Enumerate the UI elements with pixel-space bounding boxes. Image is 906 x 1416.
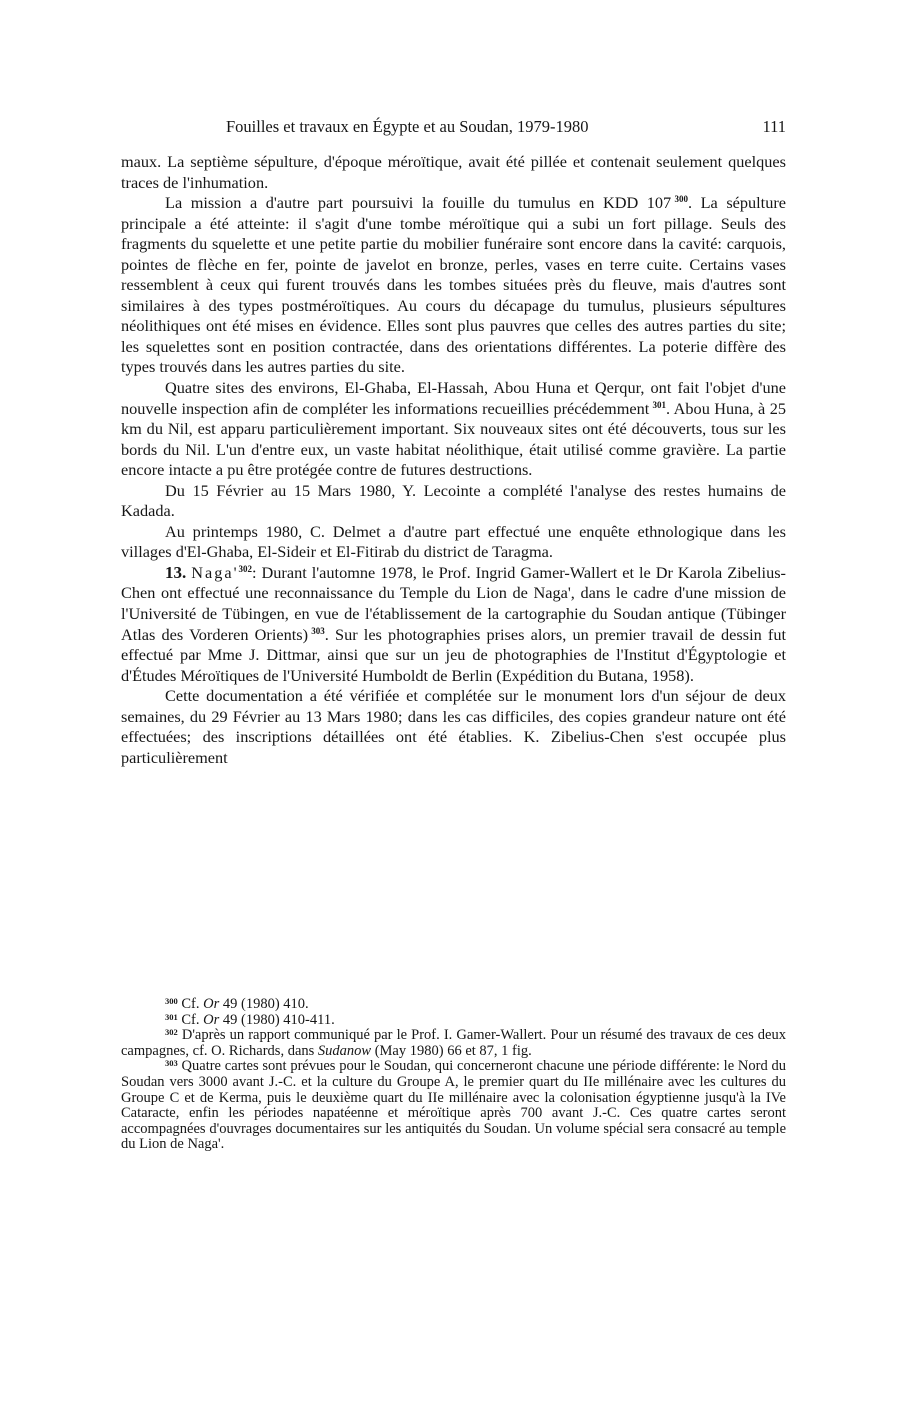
text-run: 49 (1980) 410. (219, 996, 309, 1012)
text-run: 49 (1980) 410-411. (219, 1011, 335, 1028)
text-run: . La sépulture principale a été atteinte: il s'agit d'une tombe méroïtique qui a subi un fort pillage. Seuls des fragments du squelette et une petite partie du mobilier funéraire sont encore dans la cavité: carquois, pointes de flèche en fer, pointe de javelot en bronze, perles, vases en terre cuite. Certains vases ressemblent à ceux qui furent trouvés dans les tombes situées près du fleuve, mais d'autres sont similaires à des types postméroïtiques. Au cours du décapage du tumulus, plusieurs sépultures néolithiques ont été mises en évidence. Elles sont plus pauvres que celles des autres parties du site; les squelettes sont en position contractée, dans des orientations différentes. La poterie diffère des types trouvés dans les autres parties du site. (121, 193, 786, 377)
footnote-number: 302 (165, 1027, 178, 1038)
text-run: Cf. (181, 1011, 204, 1028)
text-run: Du 15 Février au 15 Mars 1980, Y. Lecointe a complété l'analyse des restes humains de Kadada. (121, 480, 786, 521)
text-run: . Abou Huna, à 25 km du Nil, est apparu particulièrement important. Six nouveaux sites ont été découverts, tous sur les bords du Nil. L'un d'entre eux, un vaste habitat néolithique, était utilisé comme gravière. La partie encore intacte a pu être protégée contre de futures destructions. (121, 398, 786, 480)
paragraph (121, 686, 786, 768)
footnote (121, 1028, 786, 1059)
footnotes (121, 997, 786, 1153)
footnote-number: 301 (165, 1011, 178, 1022)
text-run: Cf. (181, 996, 204, 1012)
paragraph (121, 152, 786, 193)
body-text (121, 152, 786, 768)
paragraph (121, 563, 786, 686)
journal-abbrev: Or (203, 1011, 220, 1028)
footnote-ref[interactable]: 301 (652, 399, 667, 410)
text-run: (May 1980) 66 et 87, 1 fig. (371, 1042, 532, 1059)
paragraph (121, 193, 786, 378)
text-run: maux. La septième sépulture, d'époque méroïtique, avait été pillée et contenait seulement quelques traces de l'inhumation. (121, 152, 786, 192)
text-run: D'après un rapport communiqué par le Prof. I. Gamer-Wallert. Pour un résumé des travaux de ces deux campagnes, cf. O. Richards, dans (121, 1027, 786, 1059)
paragraph (121, 378, 786, 481)
footnote-ref[interactable]: 303 (311, 625, 325, 636)
journal-abbrev: Or (203, 996, 220, 1012)
text-run: La mission a d'autre part poursuivi la fouille du tumulus en KDD 107 (165, 193, 672, 213)
text-run: : Durant l'automne 1978, le Prof. Ingrid Gamer-Wallert et le Dr Karola Zibelius-Chen ont effectué une reconnaissance du Temple du Lion de Naga', dans le cadre d'une mission de l'Université de Tübingen, en vue de l'établissement de la cartographie du Soudan antique (Tübinger Atlas des Vorderen Orients) (121, 562, 786, 644)
footnote-number: 303 (165, 1058, 178, 1069)
text-run: Quatre sites des environs, El-Ghaba, El-Hassah, Abou Huna et Qerqur, ont fait l'objet d'une nouvelle inspection afin de compléter les informations recueillies précédemment (121, 378, 786, 418)
footnote-ref[interactable]: 302 (238, 563, 253, 574)
footnote (121, 1059, 786, 1153)
page-number: 111 (762, 117, 786, 136)
footnote-ref[interactable]: 300 (674, 194, 688, 205)
text-run: Quatre cartes sont prévues pour le Soudan, qui concerneront chacune une période différente: le Nord du Soudan vers 3000 avant J.-C. et la culture du Groupe A, le premier quart du IIe millénaire avec les cultures du Groupe C et de Kerma, puis le deuxième quart du IIe millénaire avec la colonisation égyptienne jusqu'à la IVe Cataracte, enfin les périodes napatéenne et méroïtique après 700 avant J.-C. Ces quatre cartes seront accompagnées d'ouvrages documentaires sur les antiquités du Soudan. Un volume spécial sera consacré au temple du Lion de Naga'. (121, 1058, 787, 1153)
footnote (121, 1013, 786, 1029)
journal-title: Sudanow (317, 1042, 372, 1059)
header-title: Fouilles et travaux en Égypte et au Soudan, 1979-1980 (226, 117, 589, 136)
section-number: 13. (165, 562, 187, 582)
text-run: Au printemps 1980, C. Delmet a d'autre part effectué une enquête ethnologique dans les villages d'El-Ghaba, El-Sideir et El-Fitirab du district de Taragma. (121, 521, 786, 562)
footnote (121, 997, 786, 1013)
text-run: . Sur les photographies prises alors, un premier travail de dessin fut effectué par Mme J. Dittmar, ainsi que sur un jeu de photographies de l'Institut d'Égyptologie et d'Études Méroïtiques de l'Université Humboldt de Berlin (Expédition du Butana, 1958). (121, 624, 787, 685)
paragraph (121, 481, 786, 522)
site-name: Naga' (191, 562, 239, 582)
footnote-number: 300 (165, 996, 178, 1006)
paragraph (121, 522, 786, 563)
text-run: Cette documentation a été vérifiée et complétée sur le monument lors d'un séjour de deux semaines, du 29 Février au 13 Mars 1980; dans les cas difficiles, des copies grandeur nature ont été effectuées; des inscriptions détaillées ont été établies. K. Zibelius-Chen s'est occupée plus particulièrement (121, 686, 786, 767)
